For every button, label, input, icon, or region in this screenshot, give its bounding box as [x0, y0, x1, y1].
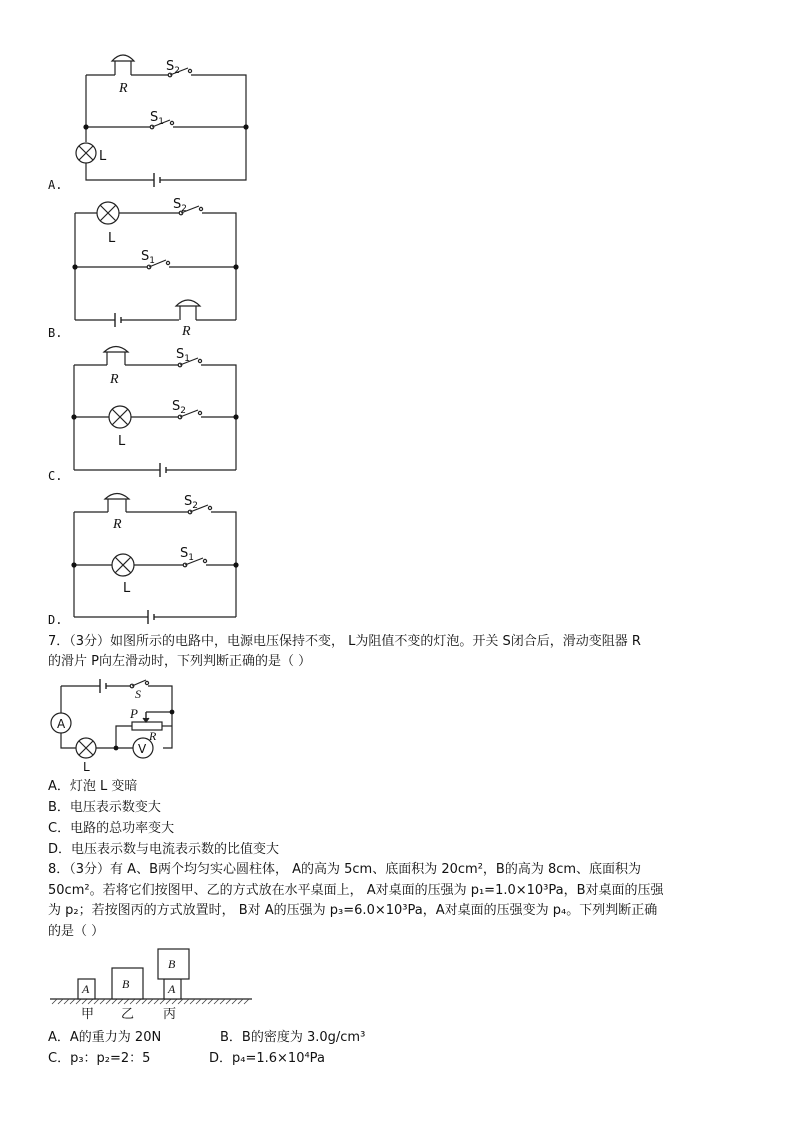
lamp-label: L: [123, 581, 131, 596]
voltmeter-label: V: [138, 742, 147, 756]
q8-option-c: C．p₃：p₂=2：5: [48, 1051, 151, 1066]
label-jia: 甲: [81, 1007, 95, 1022]
lamp-label: L: [83, 760, 90, 774]
resistor-label: R: [110, 372, 119, 387]
resistor-label: R: [119, 81, 128, 96]
lamp-label: L: [108, 231, 116, 246]
resistor-label: R: [113, 517, 122, 532]
q7-stem-line1: 7．（3分）如图所示的电路中，电源电压保持不变， L为阻值不变的灯泡。开关 S闭合后，滑动变阻器 R: [48, 634, 641, 649]
svg-text:B: B: [168, 957, 176, 971]
lamp-label: L: [118, 434, 126, 449]
switch-s2-label: $S_2$: [173, 197, 187, 214]
q7-option-d: D．电压表示数与电流表示数的比值变大: [48, 842, 280, 857]
label-yi: 乙: [121, 1007, 135, 1022]
junction-dot: [114, 746, 119, 751]
junction-dot: [170, 710, 175, 715]
junction-dot: [233, 414, 238, 419]
option-d-label: D.: [48, 613, 63, 627]
q7-option-a: A．灯泡 L 变暗: [48, 779, 138, 794]
q7-option-c: C．电路的总功率变大: [48, 821, 175, 836]
junction-dot: [233, 562, 238, 567]
q8-option-a: A．A的重力为 20N: [48, 1030, 162, 1045]
q8-stem-line4: 的是（ ）: [48, 924, 105, 939]
svg-text:A: A: [82, 982, 90, 996]
q8-option-b: B．B的密度为 3.0g/cm³: [220, 1030, 366, 1045]
lamp-label: L: [99, 149, 107, 164]
svg-text:B: B: [122, 977, 130, 991]
switch-s1-label: $S_1$: [141, 249, 155, 266]
switch-s-label: S: [135, 687, 141, 701]
junction-dot: [83, 124, 88, 129]
circuit-a-diagram: [70, 48, 260, 188]
option-a-label: A.: [48, 178, 63, 192]
junction-dot: [71, 414, 76, 419]
circuit-d-diagram: [65, 485, 255, 625]
q8-option-d: D．p₄=1.6×10⁴Pa: [209, 1051, 325, 1066]
option-c-label: C.: [48, 469, 63, 483]
switch-s2-label: $S_2$: [172, 399, 186, 416]
label-bing: 丙: [163, 1007, 177, 1022]
rheostat-r-label: R: [149, 729, 157, 743]
circuit-c-diagram: [65, 340, 255, 480]
svg-text:A: A: [168, 982, 176, 996]
junction-dot: [72, 264, 77, 269]
slider-p-label: P: [130, 706, 138, 721]
q7-stem-line2: 的滑片 P向左滑动时，下列判断正确的是（ ）: [48, 654, 312, 669]
q7-circuit-diagram: [48, 678, 180, 774]
q8-stem-line3: 为 p₂；若按图丙的方式放置时， B对 A的压强为 p₃=6.0×10³Pa，A对桌面的压强变为 p₄。下列判断正确: [48, 903, 658, 918]
junction-dot: [233, 264, 238, 269]
switch-s2-label: $S_2$: [184, 494, 198, 511]
q8-stem-line2: 50cm²。若将它们按图甲、乙的方式放在水平桌面上， A对桌面的压强为 p₁=1.0×10³Pa，B对桌面的压强: [48, 883, 664, 898]
resistor-label: R: [182, 324, 191, 338]
switch-s1-label: $S_1$: [150, 110, 164, 127]
ammeter-label: A: [57, 717, 66, 731]
q8-blocks-diagram: [48, 946, 258, 1026]
switch-s1-label: $S_1$: [176, 347, 190, 364]
junction-dot: [71, 562, 76, 567]
q7-option-b: B．电压表示数变大: [48, 800, 161, 815]
circuit-b-diagram: [65, 193, 255, 338]
switch-s2-label: $S_2$: [166, 59, 180, 76]
junction-dot: [243, 124, 248, 129]
q8-stem-line1: 8．（3分）有 A、B两个均匀实心圆柱体， A的高为 5cm、底面积为 20cm²，B的高为 8cm、底面积为: [48, 862, 642, 877]
switch-s1-label: $S_1$: [180, 546, 194, 563]
option-b-label: B.: [48, 326, 63, 340]
